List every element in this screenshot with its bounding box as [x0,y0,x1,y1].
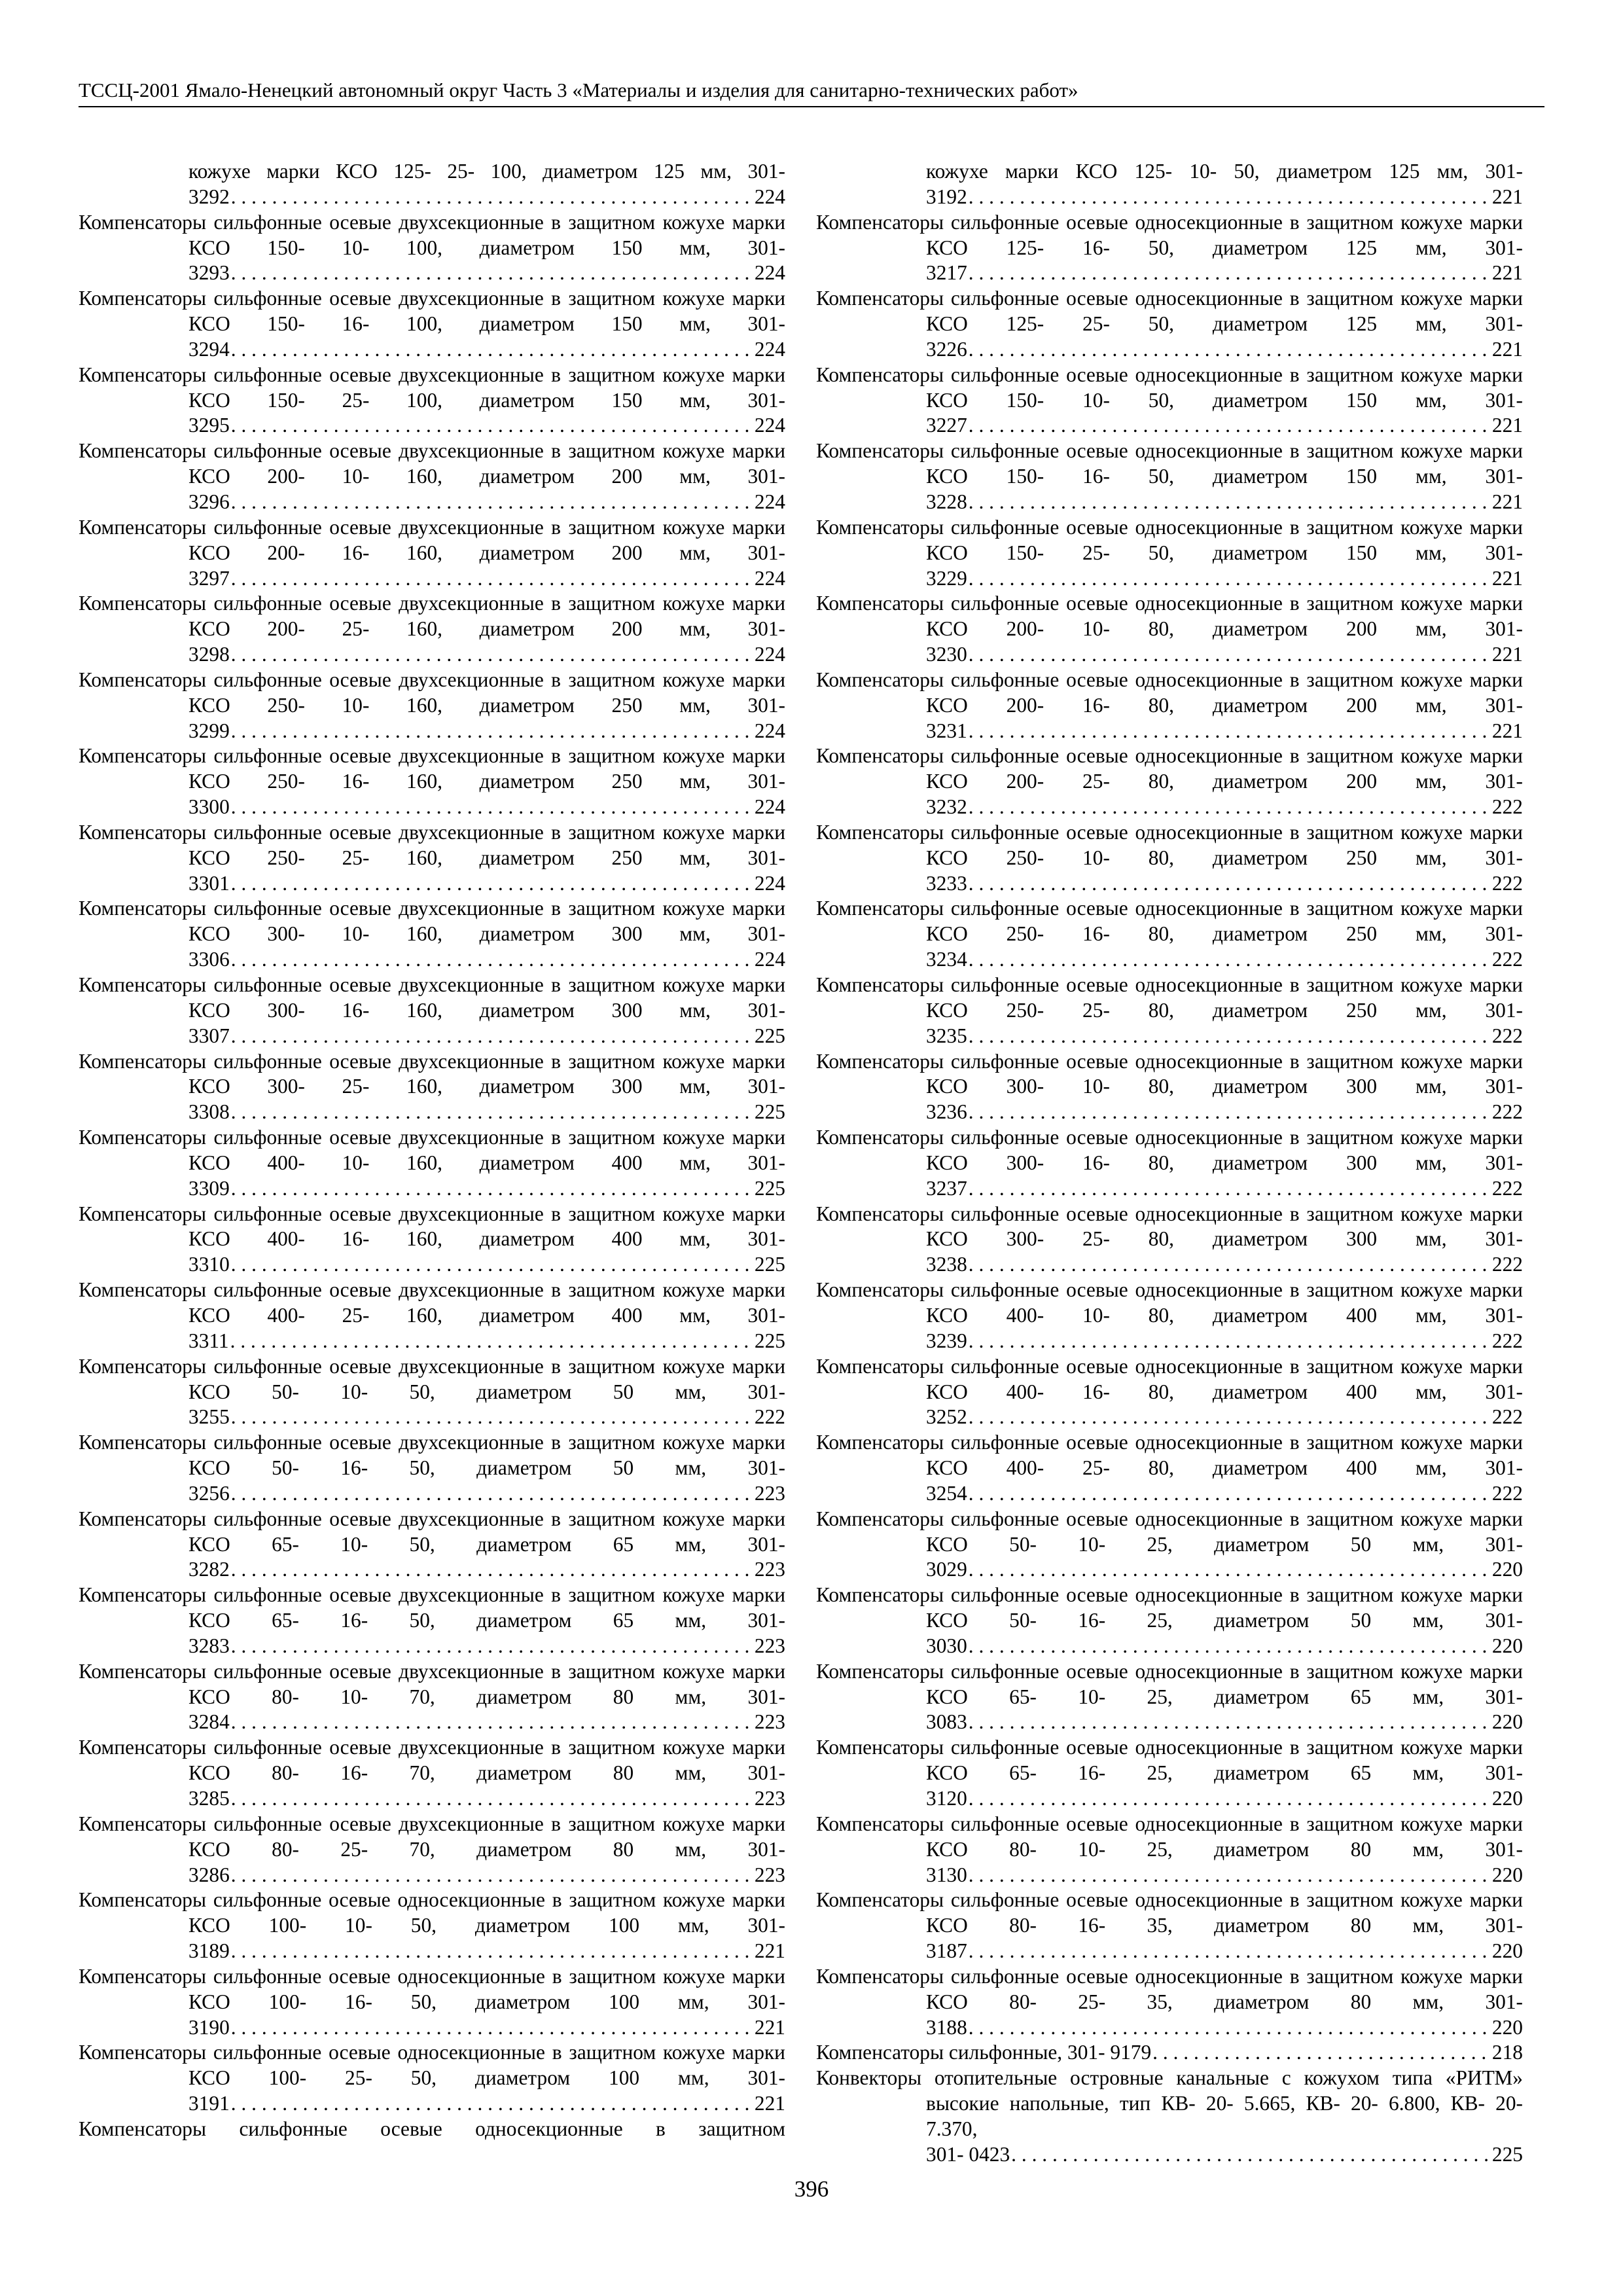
index-entry [816,1812,1523,1888]
entry-code: 3030 [926,1634,967,1657]
dot-leader [969,947,1491,973]
entry-text: Компенсаторы сильфонные осевые односекционные в защитном кожухе марки КСО 400- 25- 80, диаметром 400 мм, 301- [816,1431,1523,1480]
entry-page: 220 [1491,2015,1523,2039]
entry-page: 224 [754,566,785,590]
entry-page: 222 [1491,1176,1523,1200]
index-entry [816,363,1523,439]
entry-page: 224 [754,414,785,437]
entry-code: 3294 [188,337,230,361]
dot-leader [969,566,1491,592]
entry-page: 222 [1491,1100,1523,1124]
entry-code: 3309 [188,1176,230,1200]
index-entry [79,1125,785,1202]
entry-text: Компенсаторы сильфонные осевые двухсекционные в защитном кожухе марки КСО 250- 25- 160, диаметром 250 мм, 301- [79,820,785,869]
dot-leader [230,1329,753,1354]
entry-code: 3284 [188,1710,230,1734]
index-entry [79,820,785,897]
entry-page: 222 [1491,948,1523,971]
dot-leader [231,871,753,897]
entry-text: Компенсаторы сильфонные осевые двухсекционные в защитном кожухе марки КСО 150- 25- 100, диаметром 150 мм, 301- [79,363,785,412]
entry-text: Компенсаторы сильфонные осевые односекционные в защитном кожухе марки КСО 150- 16- 50, диаметром 150 мм, 301- [816,439,1523,488]
index-entry [816,668,1523,744]
entry-code: 3235 [926,1024,967,1047]
entry-text: Компенсаторы сильфонные осевые двухсекционные в защитном кожухе марки КСО 50- 16- 50, диаметром 50 мм, 301- [79,1431,785,1480]
entry-code: 3237 [926,1176,967,1200]
entry-text: Компенсаторы сильфонные осевые односекционные в защитном кожухе марки КСО 200- 25- 80, диаметром 200 мм, 301- [816,744,1523,793]
dot-leader [969,185,1491,210]
entry-code: 3295 [188,414,230,437]
entry-page: 224 [754,795,785,819]
dot-leader [231,1634,753,1659]
entry-code: 3310 [188,1253,230,1276]
index-entry [816,896,1523,973]
index-entry [816,1125,1523,1202]
entry-text: Компенсаторы сильфонные осевые двухсекционные в защитном кожухе марки КСО 65- 16- 50, диаметром 65 мм, 301- [79,1583,785,1632]
entry-page: 221 [1491,490,1523,513]
entry-page: 222 [1491,871,1523,895]
entry-page: 220 [1491,1558,1523,1581]
index-entry [816,210,1523,287]
index-column-right [816,159,1523,2168]
dot-leader [231,1786,753,1812]
index-entry [79,1735,785,1812]
dot-leader [231,642,753,668]
entry-code: 3217 [926,261,967,285]
index-entry [816,1659,1523,1736]
entry-code: 3255 [188,1405,230,1429]
dot-leader [969,1634,1491,1659]
dot-leader [231,260,753,286]
dot-leader [231,1405,753,1430]
index-entry [79,159,785,210]
entry-page: 220 [1491,1939,1523,1963]
entry-code: 3187 [926,1939,967,1963]
entry-text: Компенсаторы сильфонные осевые односекционные в защитном кожухе марки КСО 100- 16- 50, диаметром 100 мм, 301- [79,1964,785,2013]
index-entry [79,1888,785,1964]
dot-leader [969,1024,1491,1049]
entry-page: 221 [754,2015,785,2039]
entry-page: 221 [1491,261,1523,285]
entry-code: 3120 [926,1787,967,1810]
dot-leader [969,642,1491,668]
entry-code: 3299 [188,719,230,742]
entry-text: Компенсаторы сильфонные осевые односекционные в защитном кожухе марки КСО 250- 10- 80, диаметром 250 мм, 301- [816,820,1523,869]
entry-page: 220 [1491,1634,1523,1657]
index-entry [79,210,785,287]
entry-code: 3227 [926,414,967,437]
dot-leader [969,337,1491,363]
entry-text: Компенсаторы сильфонные осевые двухсекционные в защитном кожухе марки КСО 80- 10- 70, диаметром 80 мм, 301- [79,1659,785,1708]
entry-text: Компенсаторы сильфонные осевые односекционные в защитном кожухе марки КСО 400- 16- 80, диаметром 400 мм, 301- [816,1354,1523,1403]
entry-page: 221 [754,2092,785,2115]
entry-code: 301- 0423 [926,2142,1010,2166]
dot-leader [969,1786,1491,1812]
entry-text: Компенсаторы сильфонные осевые односекционные в защитном кожухе марки КСО 150- 25- 50, диаметром 150 мм, 301- [816,515,1523,564]
entry-page: 225 [1491,2142,1523,2166]
index-entry [79,439,785,515]
index-entry [79,1812,785,1888]
entry-page: 224 [754,261,785,285]
entry-page: 223 [754,1558,785,1581]
entry-page: 221 [1491,185,1523,208]
entry-page: 222 [1491,1253,1523,1276]
entry-text: Компенсаторы сильфонные осевые двухсекционные в защитном кожухе марки КСО 80- 16- 70, диаметром 80 мм, 301- [79,1736,785,1785]
index-entry [816,1354,1523,1431]
dot-leader [969,1557,1491,1583]
entry-page: 223 [754,1634,785,1657]
entry-page: 225 [754,1100,785,1124]
entry-code: 3256 [188,1481,230,1505]
entry-text: Компенсаторы сильфонные осевые двухсекционные в защитном кожухе марки КСО 300- 25- 160, диаметром 300 мм, 301- [79,1049,785,1098]
index-entry [79,2040,785,2117]
dot-leader [969,1329,1491,1354]
entry-text: Компенсаторы сильфонные осевые двухсекционные в защитном кожухе марки КСО 65- 10- 50, диаметром 65 мм, 301- [79,1507,785,1556]
entry-code: 3252 [926,1405,967,1429]
dot-leader [231,490,753,515]
entry-text: Компенсаторы сильфонные осевые односекционные в защитном кожухе марки КСО 50- 10- 25, диаметром 50 мм, 301- [816,1507,1523,1556]
entry-page: 223 [754,1481,785,1505]
entry-code: 3234 [926,948,967,971]
index-entry [79,1964,785,2041]
entry-text: Компенсаторы сильфонные осевые двухсекционные в защитном кожухе марки КСО 400- 10- 160, диаметром 400 мм, 301- [79,1126,785,1174]
index-entry [79,363,785,439]
entry-page: 222 [1491,795,1523,819]
index-entry [79,744,785,820]
dot-leader [231,1939,753,1964]
entry-text: Компенсаторы сильфонные осевые двухсекционные в защитном кожухе марки КСО 150- 16- 100, диаметром 150 мм, 301- [79,287,785,336]
entry-page: 225 [754,1329,785,1352]
index-entry [816,2040,1523,2066]
dot-leader [969,719,1491,744]
entry-text: Компенсаторы сильфонные осевые односекционные в защитном кожухе марки КСО 200- 10- 80, диаметром 200 мм, 301- [816,592,1523,641]
index-entry [79,1278,785,1354]
index-entry [816,744,1523,820]
entry-text: кожухе марки КСО 125- 25- 100, диаметром 125 мм, 301- [188,160,785,183]
dot-leader [969,1176,1491,1202]
index-entry [816,159,1523,210]
dot-leader [969,260,1491,286]
dot-leader [231,719,753,744]
dot-leader [969,413,1491,439]
entry-text: Компенсаторы сильфонные осевые двухсекционные в защитном кожухе марки КСО 200- 25- 160, диаметром 200 мм, 301- [79,592,785,641]
entry-page: 222 [1491,1481,1523,1505]
entry-page: 221 [1491,414,1523,437]
entry-code: 3190 [188,2015,230,2039]
entry-code: 3228 [926,490,967,513]
index-entry [816,1278,1523,1354]
entry-page: 221 [1491,643,1523,666]
entry-code: 3254 [926,1481,967,1505]
dot-leader [1152,2040,1491,2066]
entry-page: 224 [754,643,785,666]
index-entry [816,591,1523,668]
entry-text: Компенсаторы сильфонные осевые односекционные в защитном кожухе марки КСО 100- 10- 50, диаметром 100 мм, 301- [79,1888,785,1937]
dot-leader [231,1481,753,1507]
entry-page: 220 [1491,1787,1523,1810]
entry-text: Компенсаторы сильфонные осевые односекционные в защитном кожухе марки КСО 80- 25- 35, диаметром 80 мм, 301- [816,1964,1523,2013]
entry-text: Компенсаторы сильфонные осевые односекционные в защитном кожухе марки КСО 300- 25- 80, диаметром 300 мм, 301- [816,1202,1523,1251]
dot-leader [1011,2142,1491,2168]
entry-text: Компенсаторы сильфонные осевые односекционные в защитном кожухе марки КСО 150- 10- 50, диаметром 150 мм, 301- [816,363,1523,412]
entry-text: Компенсаторы сильфонные, 301- 9179 [816,2041,1152,2064]
entry-text: Компенсаторы сильфонные осевые односекционные в защитном кожухе марки КСО 125- 25- 50, диаметром 125 мм, 301- [816,287,1523,336]
dot-leader [231,337,753,363]
index-entry [79,1583,785,1659]
index-entry [79,1049,785,1126]
dot-leader [231,1863,753,1888]
dot-leader [969,490,1491,515]
entry-text: Компенсаторы сильфонные осевые двухсекционные в защитном кожухе марки КСО 200- 10- 160, диаметром 200 мм, 301- [79,439,785,488]
index-entry [816,1583,1523,1659]
entry-page: 221 [754,1939,785,1963]
index-entry [816,1735,1523,1812]
entry-page: 222 [1491,1024,1523,1047]
entry-code: 3292 [188,185,230,208]
dot-leader [969,1100,1491,1125]
entry-page: 222 [754,1405,785,1429]
entry-code: 3307 [188,1024,230,1047]
entry-code: 3029 [926,1558,967,1581]
index-entry [79,515,785,592]
entry-text: Компенсаторы сильфонные осевые односекционные в защитном кожухе марки КСО 200- 16- 80, диаметром 200 мм, 301- [816,668,1523,717]
index-entry [79,1659,785,1736]
entry-text: Компенсаторы сильфонные осевые односекционные в защитном кожухе марки КСО 250- 25- 80, диаметром 250 мм, 301- [816,973,1523,1022]
index-entry [816,439,1523,515]
entry-text: Компенсаторы сильфонные осевые односекционные в защитном кожухе марки КСО 65- 10- 25, диаметром 65 мм, 301- [816,1659,1523,1708]
entry-text: Компенсаторы сильфонные осевые двухсекционные в защитном кожухе марки КСО 200- 16- 160, диаметром 200 мм, 301- [79,515,785,564]
entry-text: Компенсаторы сильфонные осевые односекционные в защитном кожухе марки КСО 125- 16- 50, диаметром 125 мм, 301- [816,210,1523,259]
entry-page: 225 [754,1024,785,1047]
entry-text: Компенсаторы сильфонные осевые односекционные в защитном кожухе марки КСО 80- 10- 25, диаметром 80 мм, 301- [816,1812,1523,1861]
index-entry [816,820,1523,897]
entry-text: Компенсаторы сильфонные осевые двухсекционные в защитном кожухе марки КСО 300- 16- 160, диаметром 300 мм, 301- [79,973,785,1022]
entry-page: 221 [1491,566,1523,590]
entry-code: 3293 [188,261,230,285]
index-entry [816,515,1523,592]
entry-page: 224 [754,719,785,742]
entry-page: 223 [754,1863,785,1886]
entry-code: 3283 [188,1634,230,1657]
dot-leader [969,795,1491,820]
entry-code: 3233 [926,871,967,895]
entry-code: 3282 [188,1558,230,1581]
entry-code: 3192 [926,185,967,208]
entry-code: 3285 [188,1787,230,1810]
entry-text: Конвекторы отопительные островные канальные с кожухом типа «РИТМ» высокие напольные, тип КВ- 20- 5.665, КВ- 20- 6.800, КВ- 20- 7.370, [816,2066,1523,2140]
index-entry [816,1430,1523,1507]
entry-code: 3296 [188,490,230,513]
entry-text: Компенсаторы сильфонные осевые односекционные в защитном кожухе марки КСО 80- 16- 35, диаметром 80 мм, 301- [816,1888,1523,1937]
dot-leader [231,2091,753,2117]
index-entry [79,591,785,668]
entry-text: Компенсаторы сильфонные осевые двухсекционные в защитном кожухе марки КСО 50- 10- 50, диаметром 50 мм, 301- [79,1354,785,1403]
dot-leader [969,1252,1491,1278]
dot-leader [231,1176,753,1202]
entry-code: 3311 [188,1329,229,1352]
entry-text: Компенсаторы сильфонные осевые двухсекционные в защитном кожухе марки КСО 250- 16- 160, диаметром 250 мм, 301- [79,744,785,793]
index-entry [79,1354,785,1431]
index-entry [79,1430,785,1507]
page-number: 396 [794,2176,829,2202]
dot-leader [969,1481,1491,1507]
entry-text: Компенсаторы сильфонные осевые односекционные в защитном кожухе марки КСО 50- 16- 25, диаметром 50 мм, 301- [816,1583,1523,1632]
entry-code: 3236 [926,1100,967,1124]
dot-leader [231,795,753,820]
entry-text: Компенсаторы сильфонные осевые односекционные в защитном кожухе марки КСО 65- 16- 25, диаметром 65 мм, 301- [816,1736,1523,1785]
index-entry [816,2066,1523,2167]
entry-page: 224 [754,185,785,208]
index-entry [816,973,1523,1049]
index-entry [816,1888,1523,1964]
entry-code: 3083 [926,1710,967,1734]
entry-page: 224 [754,490,785,513]
index-entry [816,286,1523,363]
entry-text: Компенсаторы сильфонные осевые односекционные в защитном кожухе марки КСО 400- 10- 80, диаметром 400 мм, 301- [816,1278,1523,1327]
dot-leader [231,566,753,592]
entry-code: 3191 [188,2092,230,2115]
dot-leader [231,413,753,439]
index-entry [816,1507,1523,1583]
dot-leader [969,1710,1491,1735]
dot-leader [231,1100,753,1125]
entry-text: Компенсаторы сильфонные осевые односекционные в защитном кожухе марки КСО 300- 16- 80, диаметром 300 мм, 301- [816,1126,1523,1174]
dot-leader [231,947,753,973]
entry-code: 3300 [188,795,230,819]
entry-code: 3231 [926,719,967,742]
entry-text: кожухе марки КСО 125- 10- 50, диаметром 125 мм, 301- [926,160,1523,183]
entry-page: 223 [754,1710,785,1734]
entry-code: 3230 [926,643,967,666]
entry-page: 223 [754,1787,785,1810]
entry-text: Компенсаторы сильфонные осевые двухсекционные в защитном кожухе марки КСО 400- 25- 160, диаметром 400 мм, 301- [79,1278,785,1327]
dot-leader [969,1863,1491,1888]
entry-code: 3226 [926,337,967,361]
entry-text: Компенсаторы сильфонные осевые двухсекционные в защитном кожухе марки КСО 300- 10- 160, диаметром 300 мм, 301- [79,897,785,946]
dot-leader [969,2015,1491,2041]
entry-text: Компенсаторы сильфонные осевые двухсекционные в защитном кожухе марки КСО 250- 10- 160, диаметром 250 мм, 301- [79,668,785,717]
index-entry [79,973,785,1049]
entry-page: 224 [754,337,785,361]
dot-leader [231,2015,753,2041]
index-entry [79,2117,785,2142]
entry-page: 224 [754,871,785,895]
entry-text: Компенсаторы сильфонные осевые двухсекционные в защитном кожухе марки КСО 80- 25- 70, диаметром 80 мм, 301- [79,1812,785,1861]
index-column-left [79,159,785,2142]
entry-code: 3189 [188,1939,230,1963]
entry-code: 3301 [188,871,230,895]
entry-code: 3188 [926,2015,967,2039]
entry-code: 3130 [926,1863,967,1886]
index-entry [79,1507,785,1583]
entry-text: Компенсаторы сильфонные осевые односекционные в защитном [79,2117,785,2140]
index-entry [79,286,785,363]
entry-page: 218 [1491,2041,1523,2064]
entry-code: 3286 [188,1863,230,1886]
entry-code: 3229 [926,566,967,590]
entry-text: Компенсаторы сильфонные осевые односекционные в защитном кожухе марки КСО 250- 16- 80, диаметром 250 мм, 301- [816,897,1523,946]
entry-text: Компенсаторы сильфонные осевые односекционные в защитном кожухе марки КСО 100- 25- 50, диаметром 100 мм, 301- [79,2041,785,2090]
entry-code: 3298 [188,643,230,666]
dot-leader [969,1405,1491,1430]
dot-leader [231,1024,753,1049]
entry-text: Компенсаторы сильфонные осевые односекционные в защитном кожухе марки КСО 300- 10- 80, диаметром 300 мм, 301- [816,1049,1523,1098]
entry-code: 3308 [188,1100,230,1124]
entry-code: 3306 [188,948,230,971]
index-entry [79,896,785,973]
entry-page: 221 [1491,337,1523,361]
entry-code: 3232 [926,795,967,819]
entry-code: 3238 [926,1253,967,1276]
dot-leader [969,1939,1491,1964]
dot-leader [969,871,1491,897]
index-entry [816,1964,1523,2041]
entry-page: 224 [754,948,785,971]
entry-page: 225 [754,1176,785,1200]
index-entry [816,1049,1523,1126]
entry-page: 222 [1491,1329,1523,1352]
entry-code: 3239 [926,1329,967,1352]
entry-text: Компенсаторы сильфонные осевые двухсекционные в защитном кожухе марки КСО 400- 16- 160, диаметром 400 мм, 301- [79,1202,785,1251]
entry-page: 220 [1491,1710,1523,1734]
entry-page: 225 [754,1253,785,1276]
dot-leader [231,1557,753,1583]
index-entry [79,1202,785,1278]
entry-text: Компенсаторы сильфонные осевые двухсекционные в защитном кожухе марки КСО 150- 10- 100, диаметром 150 мм, 301- [79,210,785,259]
index-entry [79,668,785,744]
page-header: ТССЦ-2001 Ямало-Ненецкий автономный округ Часть 3 «Материалы и изделия для санитарно-технических работ» [79,77,1544,107]
dot-leader [231,1710,753,1735]
entry-page: 221 [1491,719,1523,742]
entry-code: 3297 [188,566,230,590]
dot-leader [231,1252,753,1278]
entry-page: 222 [1491,1405,1523,1429]
entry-page: 220 [1491,1863,1523,1886]
index-entry [816,1202,1523,1278]
dot-leader [231,185,753,210]
